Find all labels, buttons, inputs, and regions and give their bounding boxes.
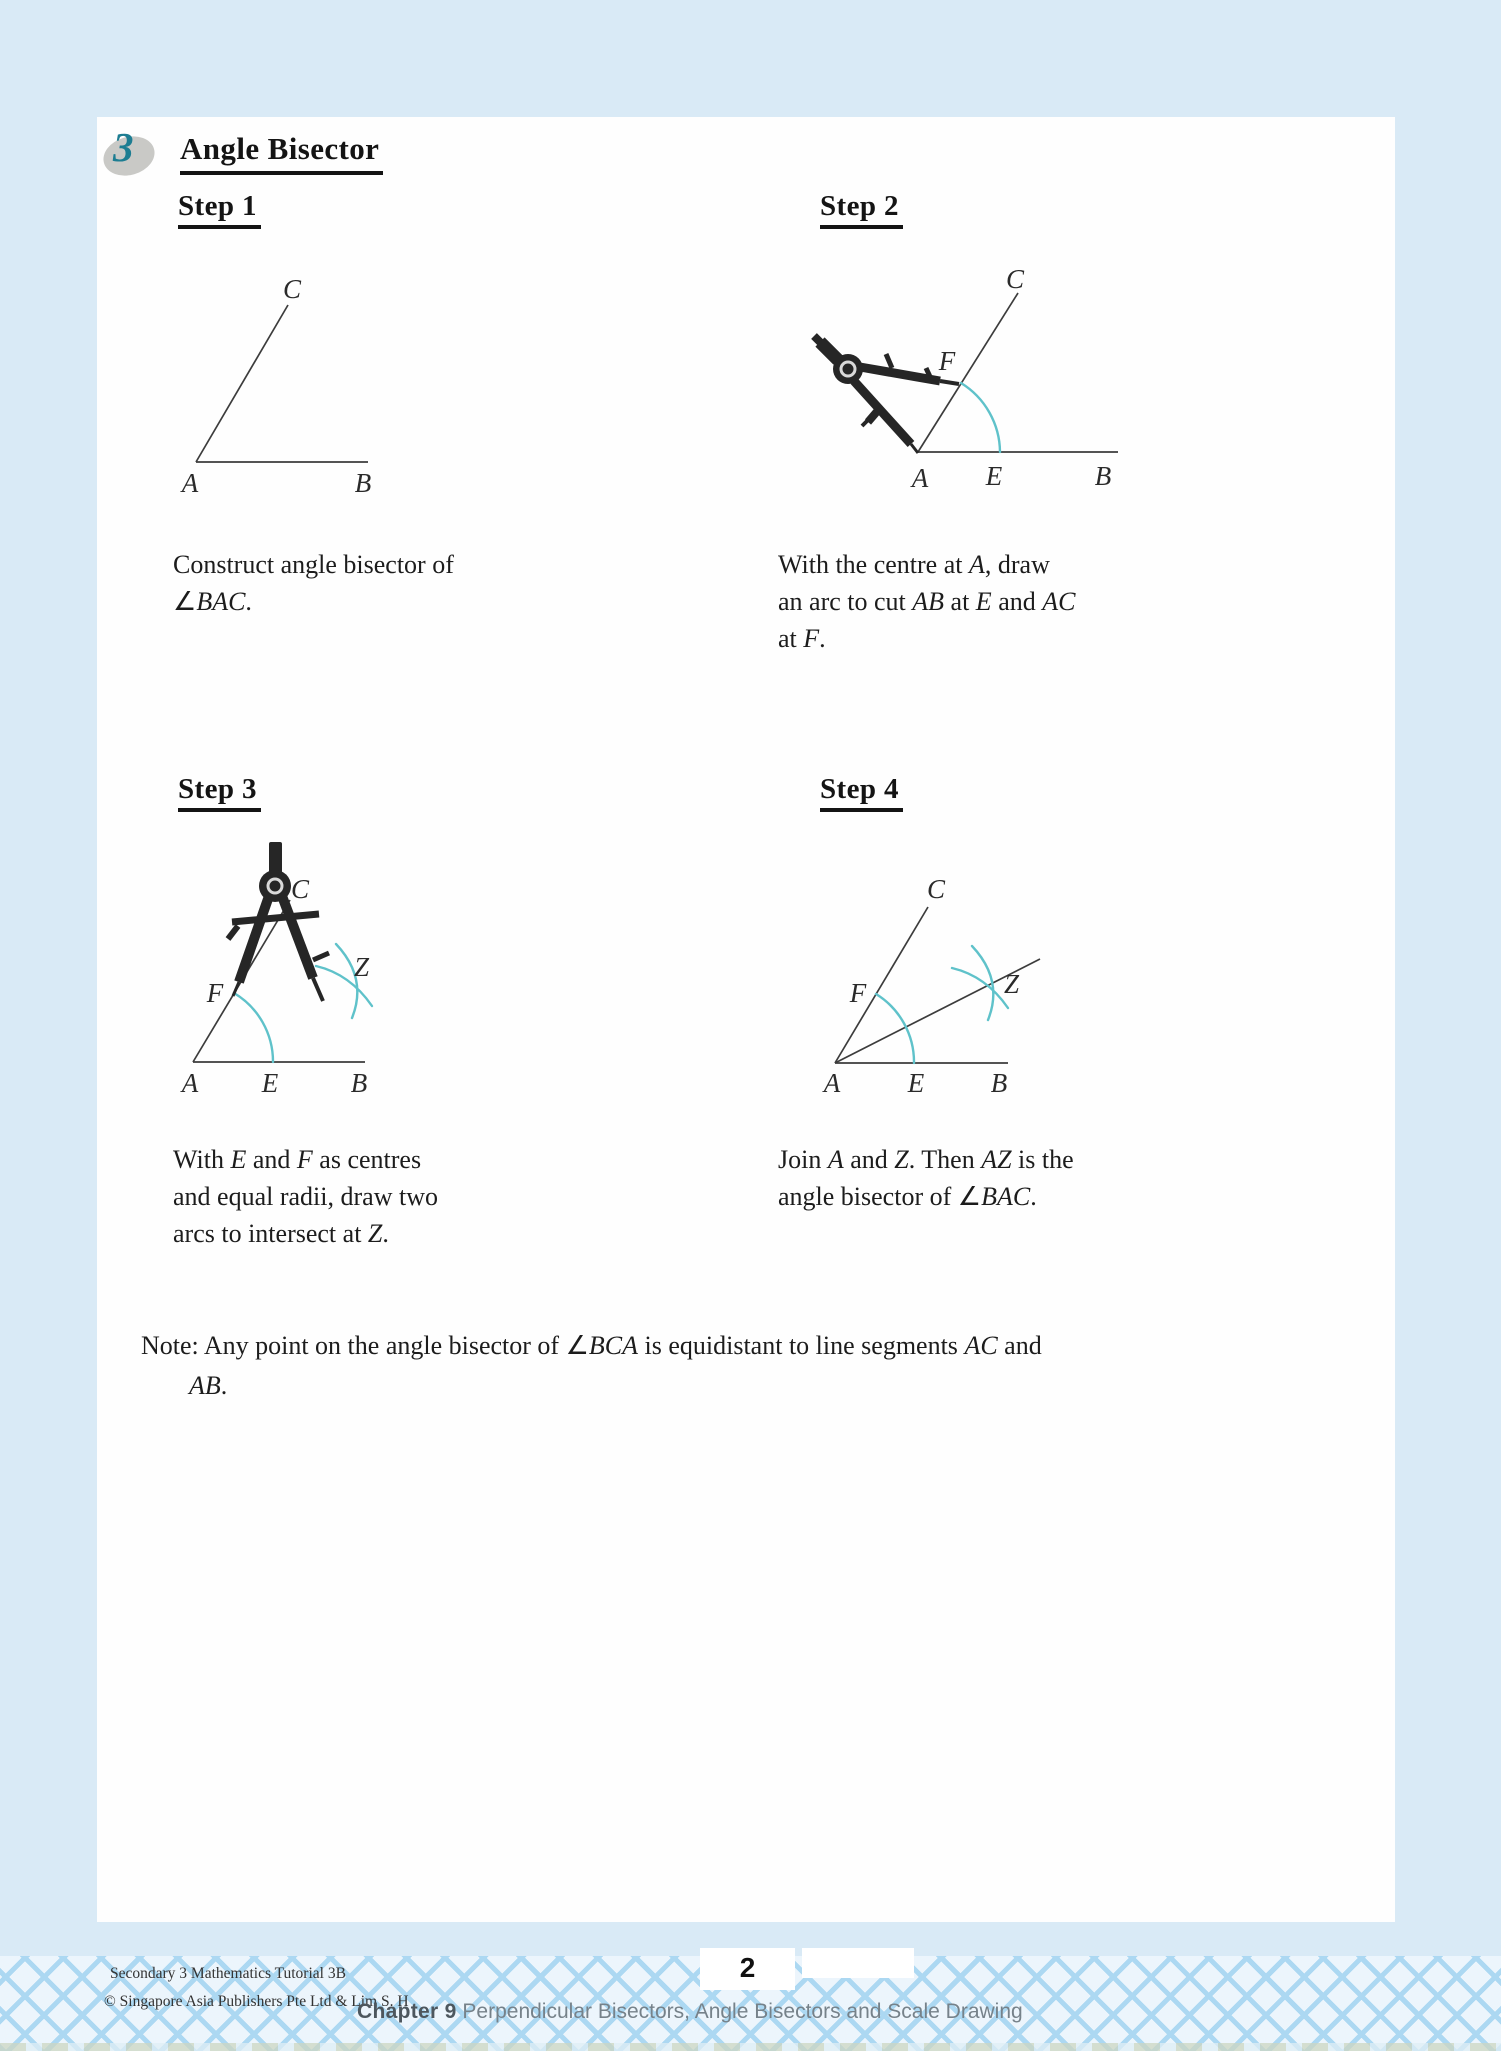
- step1-heading: Step 1: [178, 190, 261, 229]
- point-label-b: B: [354, 468, 372, 498]
- step3-heading: Step 3: [178, 773, 261, 812]
- point-label-f: F: [849, 978, 867, 1008]
- step1-caption: Construct angle bisector of ∠BAC.: [173, 550, 454, 616]
- section-title: Angle Bisector: [180, 131, 383, 175]
- point-label-a: A: [181, 468, 199, 498]
- note-line-1: Note: Any point on the angle bisector of ∠BCA is equidistant to line segments AC and: [141, 1331, 1042, 1360]
- point-label-b: B: [990, 1068, 1008, 1098]
- compass-icon: [228, 842, 329, 1001]
- book-title: Secondary 3 Mathematics Tutorial 3B: [110, 1965, 346, 1982]
- note-line-2: AB.: [189, 1371, 228, 1400]
- step3-diagram: [120, 840, 440, 1110]
- point-label-b: B: [1094, 461, 1112, 491]
- construction-arc-ef: [234, 993, 273, 1062]
- step2-diagram: [790, 250, 1150, 510]
- step1-diagram: [120, 260, 440, 510]
- point-label-e: E: [907, 1068, 925, 1098]
- point-label-c: C: [926, 874, 946, 904]
- section-number: 3: [113, 124, 134, 170]
- point-label-a: A: [181, 1068, 199, 1098]
- compass-icon: [814, 336, 959, 453]
- point-label-c: C: [1005, 264, 1025, 294]
- point-label-z: Z: [354, 952, 370, 982]
- note-text: [141, 1326, 1381, 1406]
- point-label-c: C: [282, 274, 302, 304]
- point-label-a: A: [823, 1068, 841, 1098]
- chapter-label: Chapter 9: [357, 2000, 457, 2023]
- step2-heading: Step 2: [820, 190, 903, 229]
- intersection-arc-2: [952, 968, 1008, 1008]
- point-label-e: E: [261, 1068, 279, 1098]
- step2-caption: With the centre at A, draw an arc to cut AB at E and AC at F.: [778, 550, 1076, 653]
- point-label-e: E: [985, 461, 1003, 491]
- step4-heading: Step 4: [820, 773, 903, 812]
- point-label-z: Z: [1004, 969, 1020, 999]
- construction-arc-ef: [961, 383, 1000, 452]
- construction-arc-ef: [876, 994, 914, 1063]
- chapter-title: Perpendicular Bisectors, Angle Bisectors and Scale Drawing: [462, 2000, 1023, 2023]
- page-number-chip: [700, 1948, 795, 1990]
- point-label-f: F: [206, 978, 224, 1008]
- step4-caption: Join A and Z. Then AZ is the angle bisector of ∠BAC.: [778, 1145, 1074, 1211]
- page-number: 2: [739, 1952, 756, 1983]
- ray-ac: [918, 293, 1018, 452]
- point-label-f: F: [938, 346, 956, 376]
- step3-caption: With E and F as centres and equal radii, draw two arcs to intersect at Z.: [173, 1145, 438, 1248]
- copyright-line: © Singapore Asia Publishers Pte Ltd & Lim S. H: [104, 1993, 409, 2010]
- page-number-chip-blank: [802, 1948, 914, 1978]
- footer-bottom-strip: [0, 2043, 1501, 2051]
- point-label-c: C: [290, 874, 310, 904]
- point-label-b: B: [350, 1068, 368, 1098]
- point-label-a: A: [911, 463, 929, 493]
- step4-diagram: [790, 840, 1150, 1110]
- ray-ac: [196, 305, 288, 462]
- chapter-footer: [357, 2000, 1023, 2024]
